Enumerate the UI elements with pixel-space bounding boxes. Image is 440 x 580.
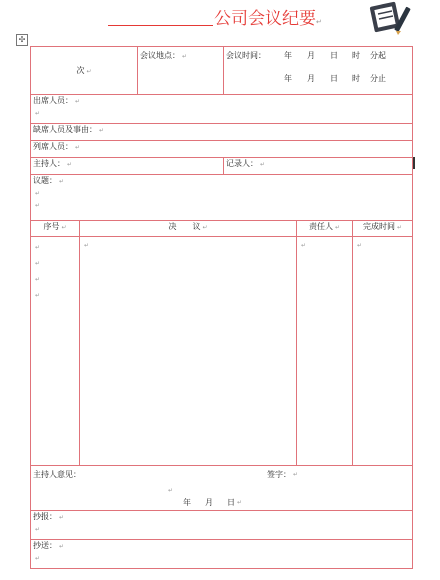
cc-send-cell[interactable]: 抄送： ↵ ↵ [31, 540, 413, 569]
recorder-cell[interactable]: 记录人： ↵ [224, 158, 413, 175]
resolution-decision-cell[interactable]: ↵ [80, 237, 297, 466]
attendees-cell[interactable]: 出席人员： ↵ ↵ [31, 95, 413, 124]
absent-cell[interactable]: 缺席人员及事由： ↵ [31, 124, 413, 141]
resolution-owner-cell[interactable]: ↵ [297, 237, 353, 466]
host-opinion-cell[interactable]: 主持人意见： 签字： ↵ ↵ 年 月 日 ↵ [31, 466, 413, 511]
cc-report-cell[interactable]: 抄报： ↵ ↵ [31, 511, 413, 540]
col-header-owner: 责任人 ↵ [297, 221, 353, 237]
meeting-minutes-table [30, 46, 413, 569]
table-move-handle-icon[interactable]: ✣ [16, 34, 28, 46]
time-cell[interactable]: 会议时间： 年 月 日 时 分起 年 月 日 时 分止 [224, 47, 413, 95]
text-cursor [413, 157, 415, 169]
clipboard-pen-icon [366, 0, 418, 36]
title-underline [108, 25, 213, 26]
resolution-deadline-cell[interactable]: ↵ [353, 237, 413, 466]
location-cell[interactable]: 会议地点： ↵ [138, 47, 224, 95]
observers-cell[interactable]: 列席人员： ↵ [31, 141, 413, 158]
col-header-deadline: 完成时间 ↵ [353, 221, 413, 237]
col-header-no: 序号 ↵ [31, 221, 80, 237]
session-cell[interactable]: 次 ↵ [31, 47, 138, 95]
resolution-no-cell[interactable]: ↵ ↵ ↵ ↵ [31, 237, 80, 466]
col-header-decision: 决 议 ↵ [80, 221, 297, 237]
host-cell[interactable]: 主持人： ↵ [31, 158, 224, 175]
agenda-cell[interactable]: 议题： ↵ ↵ ↵ [31, 175, 413, 221]
page-title: 公司会议纪要↵ [214, 9, 322, 29]
